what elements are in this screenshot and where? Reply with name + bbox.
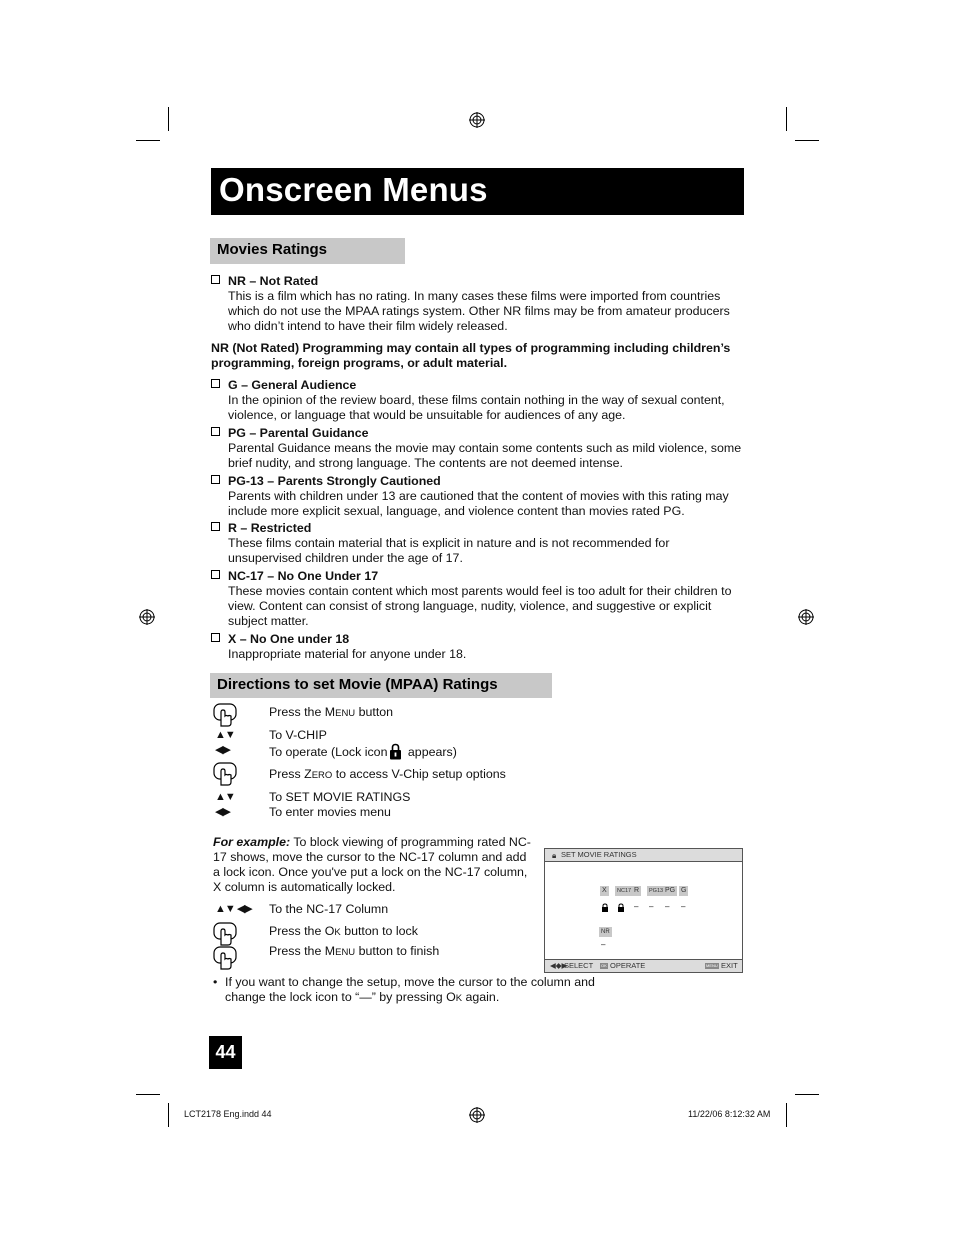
rating-description: Inappropriate material for anyone under 18. <box>228 647 467 661</box>
press-button-hand-icon <box>213 946 237 970</box>
rating-title: X – No One under 18 <box>211 632 746 647</box>
four-way-arrows-icon: ◀◆▶ <box>550 961 568 970</box>
four-way-arrows-icon: ▲▼ ◀▶ <box>215 903 252 915</box>
osd-rating-g: G <box>681 887 687 894</box>
registration-mark-icon <box>469 1107 485 1123</box>
section-heading-directions: Directions to set Movie (MPAA) Ratings <box>210 673 552 698</box>
example-label: For example: <box>213 835 291 849</box>
rating-title: NC-17 – No One Under 17 <box>211 569 746 584</box>
osd-title: SET MOVIE RATINGS <box>561 850 637 859</box>
osd-unlocked-mark: – <box>665 902 670 911</box>
lock-icon <box>601 903 609 912</box>
osd-exit-label: EXIT <box>721 961 738 970</box>
page-title: Onscreen Menus <box>219 171 488 208</box>
press-button-hand-icon <box>213 762 237 786</box>
crop-mark <box>136 1094 160 1095</box>
checkbox-bullet-icon <box>211 522 220 531</box>
rating-title: PG-13 – Parents Strongly Cautioned <box>211 474 746 489</box>
direction-step-set-movie-ratings: To SET MOVIE RATINGS <box>269 790 411 804</box>
registration-mark-icon <box>469 112 485 128</box>
direction-step-operate: To operate (Lock icon appears) <box>269 745 457 759</box>
osd-rating-pg: PG <box>665 887 676 894</box>
nr-programming-note: NR (Not Rated) Programming may contain all types of programming including children’s programming, foreign programs, or adult material. <box>211 341 731 370</box>
direction-step-enter-movies-menu: To enter movies menu <box>269 805 391 819</box>
registration-mark-icon <box>139 609 155 625</box>
rating-title: NR – Not Rated <box>211 274 746 289</box>
osd-footer-bar <box>545 959 742 972</box>
direction-step-menu: Press the MENU button <box>269 705 394 719</box>
osd-unlocked-mark: – <box>634 902 639 911</box>
rating-item-x <box>211 632 746 662</box>
osd-select-label: SELECT <box>564 961 594 970</box>
rating-item-nc17 <box>211 569 746 629</box>
rating-title: R – Restricted <box>211 521 746 536</box>
crop-mark <box>168 107 169 131</box>
rating-description: Parents with children under 13 are cautioned that the content of movies with this rating may include more explicit sexual, language, and violence content than movies rated PG. <box>228 489 729 518</box>
osd-unlocked-mark: – <box>681 902 686 911</box>
osd-rating-r: R <box>634 887 640 894</box>
rating-description: These films contain material that is explicit in nature and is not recommended for unsupervised children under the age of 17. <box>228 536 670 565</box>
example-step-menu-finish: Press the MENU button to finish <box>269 944 440 958</box>
lock-icon: 🔒︎ <box>552 851 557 860</box>
osd-menu-key-icon: MENU <box>706 963 718 968</box>
rating-item-g <box>211 378 746 423</box>
osd-rating-x: X <box>602 887 607 894</box>
change-setup-note: • If you want to change the setup, move the cursor to the column and change the lock icon to “—” by pressing OK again. <box>213 975 595 1004</box>
checkbox-bullet-icon <box>211 475 220 484</box>
footer-timestamp: 11/22/06 8:12:32 AM <box>688 1109 771 1119</box>
title-bar <box>211 168 744 215</box>
osd-unlocked-mark: – <box>649 902 654 911</box>
osd-rating-pg13: PG13 <box>649 888 664 894</box>
rating-title: PG – Parental Guidance <box>211 426 746 441</box>
press-button-hand-icon <box>213 922 237 946</box>
rating-description: This is a film which has no rating. In many cases these films were imported from countries which do not use the MPAA ratings system. Other NR films may be from amateur producers who didn’t intend to have their film widely released. <box>228 289 730 333</box>
checkbox-bullet-icon <box>211 427 220 436</box>
osd-operate-label: OPERATE <box>610 961 646 970</box>
crop-mark <box>786 107 787 131</box>
direction-step-zero: Press ZERO to access V-Chip setup options <box>269 767 506 781</box>
left-right-arrows-icon: ◀▶ <box>215 744 230 756</box>
press-button-hand-icon <box>213 703 237 727</box>
rating-item-r <box>211 521 746 566</box>
osd-unlocked-mark: – <box>601 940 606 949</box>
example-step-nc17-column: To the NC-17 Column <box>269 902 389 916</box>
osd-title-bar <box>545 849 742 862</box>
rating-description: In the opinion of the review board, these films contain nothing in the way of sexual content, violence, or language that would be unsuitable for audiences of any age. <box>228 393 725 422</box>
checkbox-bullet-icon <box>211 633 220 642</box>
crop-mark <box>786 1103 787 1127</box>
example-paragraph: For example: To block viewing of programming rated NC-17 shows, move the cursor to the NC-17 column and add a lock icon. Once you've put a lock on the NC-17 column, X column is automatically locked. <box>213 835 531 894</box>
lock-icon <box>389 743 402 760</box>
crop-mark <box>795 140 819 141</box>
osd-rating-nc17: NC17 <box>617 888 632 894</box>
example-step-ok: Press the OK button to lock <box>269 924 418 938</box>
registration-mark-icon <box>798 609 814 625</box>
up-down-arrows-icon: ▲▼ <box>215 729 235 741</box>
crop-mark <box>136 140 160 141</box>
rating-item-nr <box>211 274 746 334</box>
rating-description: These movies contain content which most parents would feel is too adult for their children to view. Content can consist of strong language, nudity, violence, and suggestive or explicit subject matter. <box>228 584 732 628</box>
bullet-dot: • <box>213 975 218 989</box>
crop-mark <box>168 1103 169 1127</box>
rating-item-pg <box>211 426 746 471</box>
checkbox-bullet-icon <box>211 275 220 284</box>
checkbox-bullet-icon <box>211 570 220 579</box>
osd-ok-key-icon: OK <box>601 963 607 968</box>
osd-rating-nr: NR <box>601 929 610 935</box>
up-down-arrows-icon: ▲▼ <box>215 791 235 803</box>
section-heading-movies-ratings: Movies Ratings <box>210 238 405 264</box>
page-number: 44 <box>209 1036 242 1069</box>
rating-item-pg13 <box>211 474 746 519</box>
rating-title: G – General Audience <box>211 378 746 393</box>
direction-step-vchip: To V-CHIP <box>269 728 327 742</box>
rating-description: Parental Guidance means the movie may contain some contents such as mild violence, some brief nudity, and strong language. The contents are not deemed intense. <box>228 441 742 470</box>
checkbox-bullet-icon <box>211 379 220 388</box>
crop-mark <box>795 1094 819 1095</box>
left-right-arrows-icon: ◀▶ <box>215 806 230 818</box>
set-movie-ratings-screen <box>544 848 743 973</box>
lock-icon <box>617 903 625 912</box>
footer-file-info: LCT2178 Eng.indd 44 <box>184 1109 272 1119</box>
